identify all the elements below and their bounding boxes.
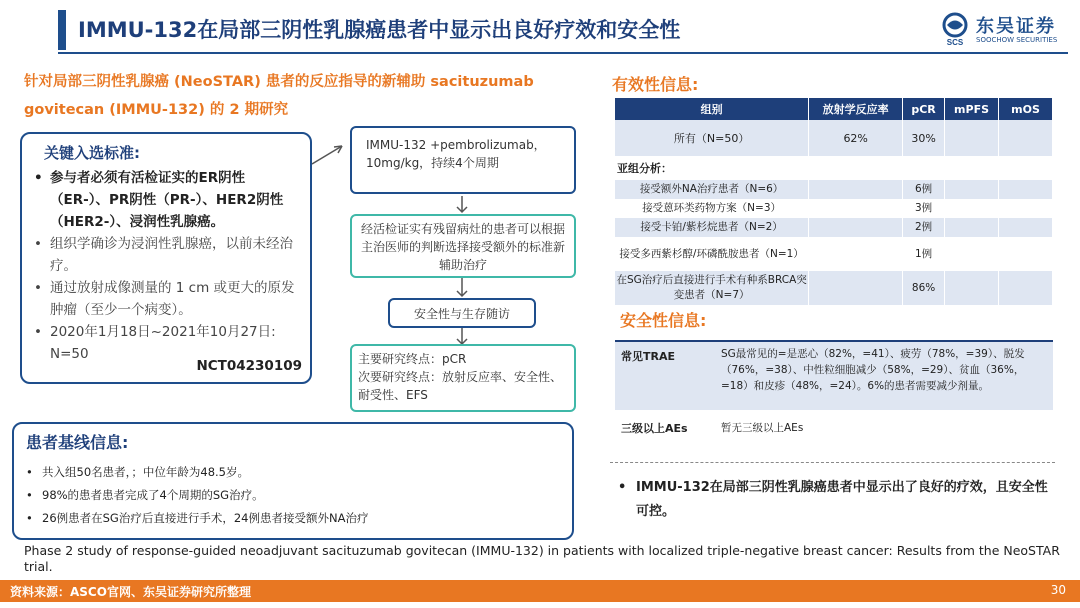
column-header: mPFS	[945, 98, 999, 120]
enrollment-period: 2020年1月18日~2021年10月27日:	[50, 324, 276, 340]
column-header: 组别	[615, 98, 809, 120]
primary-endpoint: 主要研究终点：pCR	[358, 352, 467, 366]
reference-text: Phase 2 study of response-guided neoadjuvant sacituzumab govitecan (IMMU-132) in patients with localized triple-negative breast cancer: Results from the NeoSTAR trial.	[24, 543, 1060, 574]
page-title: IMMU-132在局部三阴性乳腺癌患者中显示出良好疗效和安全性	[78, 18, 681, 42]
baseline-item: • 26例患者在SG治疗后直接进行手术，24例患者接受额外NA治疗	[26, 507, 560, 530]
table-cell: 6例	[903, 180, 945, 199]
table-cell: 在SG治疗后直接进行手术有种系BRCA突变患者（N=7）	[615, 271, 809, 305]
safety-heading: 安全性信息:	[620, 311, 707, 330]
flow-arrow-icon	[312, 140, 354, 170]
criteria-item: • 组织学确诊为浸润性乳腺癌，以前未经治疗。	[34, 233, 300, 277]
column-header: pCR	[903, 98, 945, 120]
table-cell	[999, 120, 1053, 156]
table-cell: 1例	[903, 237, 945, 271]
safety-key: 三级以上AEs	[621, 422, 688, 435]
safety-value: SG最常见的=是恶心（82%，=41）、疲劳（78%，=39）、脱发（76%，=38）、中性粒细胞减少（58%，=29）、贫血（36%，=18）和皮疹（48%，=24）。6%的患者需要减少剂量。	[713, 342, 1053, 410]
company-logo	[938, 12, 1073, 48]
table-cell	[945, 120, 999, 156]
footer-bar	[0, 580, 1080, 602]
baseline-heading: 患者基线信息:	[26, 433, 129, 452]
table-row	[615, 237, 1053, 271]
study-title: 针对局部三阴性乳腺癌 (NeoSTAR) 患者的反应指导的新辅助 sacituzumab govitecan (IMMU-132) 的 2 期研究	[24, 74, 534, 118]
page-number: 30	[1050, 583, 1066, 597]
table-cell: 所有（N=50）	[615, 120, 809, 156]
logo-name-en: SOOCHOW SECURITIES	[976, 36, 1058, 44]
additional-therapy-box: 经活检证实有残留病灶的患者可以根据主治医师的判断选择接受额外的标准新辅助治疗	[350, 214, 576, 278]
table-cell: 86%	[903, 271, 945, 305]
column-header: 放射学反应率	[809, 98, 903, 120]
inclusion-criteria-panel	[20, 132, 312, 384]
table-row	[615, 199, 1053, 218]
table-cell: 接受卡铂/紫杉烷患者（N=2）	[615, 218, 809, 237]
table-row	[615, 414, 1053, 442]
efficacy-table	[615, 98, 1053, 305]
table-cell: 接受额外NA治疗患者（N=6）	[615, 180, 809, 199]
column-header: mOS	[999, 98, 1053, 120]
baseline-panel	[12, 422, 574, 540]
logo-name-cn: 东吴证券	[976, 16, 1056, 37]
table-cell: 30%	[903, 120, 945, 156]
safety-value: 暂无三级以上AEs	[721, 422, 804, 434]
table-cell: 3例	[903, 199, 945, 218]
conclusion-text: • IMMU-132在局部三阴性乳腺癌患者中显示出了良好的疗效，且安全性可控。	[618, 476, 1058, 524]
criteria-item: • 参与者必须有活检证实的ER阴性（ER-）、PR阴性（PR-）、HER2阴性（HER2-）、浸润性乳腺癌。	[34, 167, 300, 233]
safety-key: 常见TRAE	[615, 342, 713, 410]
safety-table	[615, 340, 1053, 442]
table-row	[615, 156, 1053, 180]
treatment-regimen-box: IMMU-132 +pembrolizumab，10mg/kg，持续4个周期	[350, 126, 576, 194]
table-header-row	[615, 98, 1053, 120]
title-underline	[58, 52, 1068, 54]
endpoints-box	[350, 344, 576, 412]
logo-mark-text: SCS	[946, 38, 964, 46]
table-row	[615, 180, 1053, 199]
criteria-heading: 关键入选标准:	[44, 144, 140, 162]
nct-number: NCT04230109	[196, 358, 302, 374]
criteria-item: • 通过放射成像测量的 1 cm 或更大的原发肿瘤（至少一个病变）。	[34, 277, 300, 321]
title-accent-bar	[58, 10, 66, 50]
baseline-item: • 共入组50名患者，；中位年龄为48.5岁。	[26, 461, 560, 484]
table-row	[615, 120, 1053, 156]
subgroup-label: 亚组分析：	[615, 156, 809, 180]
table-cell: 接受蒽环类药物方案（N=3）	[615, 199, 809, 218]
baseline-list	[26, 461, 560, 530]
company-logo-icon	[938, 12, 972, 46]
table-row	[615, 271, 1053, 305]
baseline-item: • 98%的患者患者完成了4个周期的SG治疗。	[26, 484, 560, 507]
table-cell: 2例	[903, 218, 945, 237]
source-note: 资料来源：ASCO官网、东吴证券研究所整理	[10, 585, 251, 599]
followup-box: 安全性与生存随访	[388, 298, 536, 328]
table-row	[615, 218, 1053, 237]
efficacy-heading: 有效性信息:	[612, 75, 699, 94]
flow-arrow-icon	[456, 196, 468, 214]
flow-arrow-icon	[456, 278, 468, 298]
enrollment-count: N=50	[50, 346, 89, 362]
table-row	[615, 342, 1053, 410]
table-cell: 62%	[809, 120, 903, 156]
conclusion-divider	[610, 462, 1055, 463]
table-cell: 接受多西紫杉醇/环磷酰胺患者（N=1）	[615, 237, 809, 271]
secondary-endpoint: 次要研究终点：放射反应率、安全性、耐受性、EFS	[358, 370, 563, 402]
criteria-list	[34, 167, 300, 365]
